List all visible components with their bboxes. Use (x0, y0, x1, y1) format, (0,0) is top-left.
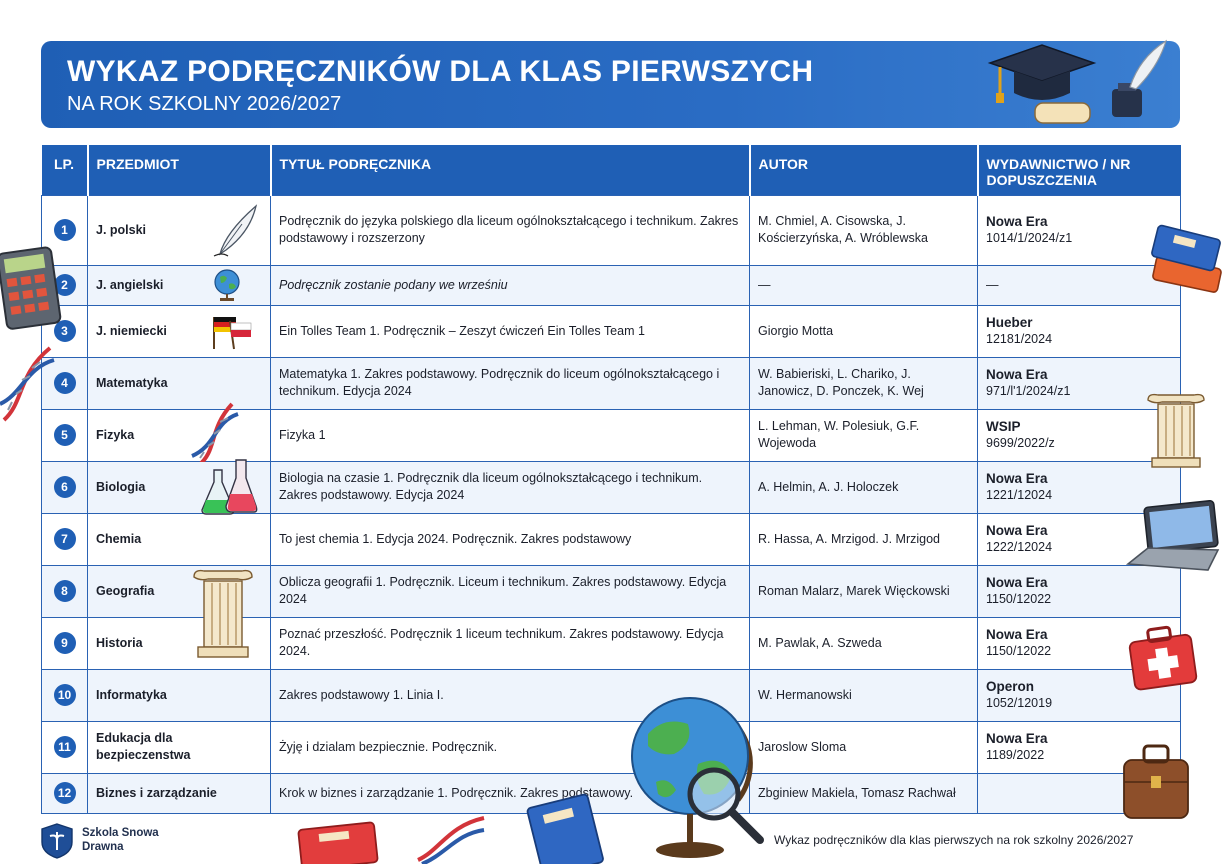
author-cell: L. Lehman, W. Polesiuk, G.F. Wojewoda (750, 409, 978, 461)
publisher-cell: Hueber 12181/2024 (978, 305, 1181, 357)
header-banner (41, 41, 1180, 128)
page-subtitle: NA ROK SZKOLNY 2026/2027 (67, 93, 342, 115)
row-number: 5 (54, 424, 76, 446)
flags-icon (208, 311, 254, 351)
subject-cell: J. niemiecki (88, 305, 271, 357)
publisher-cell: Nowa Era 1150/12022 (978, 617, 1181, 669)
publisher-cell: Nowa Era 971/l'1/2024/z1 (978, 357, 1181, 409)
title-cell: Fizyka 1 (271, 409, 750, 461)
author-cell: W. Hermanowski (750, 669, 978, 721)
subject-cell: Biologia (88, 461, 271, 513)
books-icon (1150, 222, 1222, 306)
table-row (42, 409, 1181, 461)
table-header-row (42, 145, 1181, 195)
publisher-cell: Nowa Era 1189/2022 (978, 721, 1181, 773)
title-cell: To jest chemia 1. Edycja 2024. Podręcznik. Zakres podstawowy (271, 513, 750, 565)
title-cell: Matematyka 1. Zakres podstawowy. Podręcznik do liceum ogólnokształcącego i technikum. Edycja 2024 (271, 357, 750, 409)
publisher-cell: Operon 1052/12019 (978, 669, 1181, 721)
table-row (42, 461, 1181, 513)
author-cell: R. Hassa, A. Mrzigod. J. Mrzigod (750, 513, 978, 565)
publisher-cell: Nowa Era 1150/12022 (978, 565, 1181, 617)
title-cell: Poznać przeszłość. Podręcznik 1 liceum technikum. Zakres podstawowy. Edycja 2024. (271, 617, 750, 669)
subject-cell: J. polski (88, 195, 271, 265)
title-cell: Ein Tolles Team 1. Podręcznik – Zeszyt ćwiczeń Ein Tolles Team 1 (271, 305, 750, 357)
author-cell: W. Babierіski, L. Chariko, J. Janowicz, D. Ponczek, K. Wej (750, 357, 978, 409)
col-lp: LP. (42, 145, 88, 195)
author-cell: Roman Malarz, Marek Więckowski (750, 565, 978, 617)
row-number: 4 (54, 372, 76, 394)
author-cell: — (750, 265, 978, 305)
subject-cell: Informatyka (88, 669, 271, 721)
table-row (42, 195, 1181, 265)
dna-icon (0, 344, 56, 424)
column-icon (1146, 390, 1206, 470)
subject-cell: Fizyka (88, 409, 271, 461)
publisher-cell: WSIP 9699/2022/z (978, 409, 1181, 461)
publisher-cell: — (978, 265, 1181, 305)
school-name: Szkola Snowa Drawna (82, 827, 159, 853)
first-aid-kit-icon (1128, 622, 1200, 694)
row-number: 7 (54, 528, 76, 550)
title-cell: Zakres podstawowy 1. Linia I. (271, 669, 750, 721)
author-cell: Zbginiew Makiela, Tomasz Rachwał (750, 773, 978, 813)
publisher-cell: Nowa Era 1222/12024 (978, 513, 1181, 565)
title-cell: Krok w biznes i zarządzanie 1. Podręcznik. Zakres podstawowy. (271, 773, 750, 813)
table-row (42, 669, 1181, 721)
title-cell: Żyję i dzialam bezpiecznie. Podręcznik. (271, 721, 750, 773)
table-row (42, 513, 1181, 565)
page-title: WYKAZ PODRĘCZNIKÓW DLA KLAS PIERWSZYCH (67, 55, 814, 88)
quill-icon (212, 202, 260, 258)
title-cell: Biologia na czasie 1. Podręcznik dla liceum ogólnokształcącego i technikum. Zakres podstawowy. Edycja 2024 (271, 461, 750, 513)
col-author: AUTOR (750, 145, 978, 195)
publisher-cell: Nowa Era 1014/1/2024/z1 (978, 195, 1181, 265)
title-cell: Oblicza geografii 1. Podręcznik. Liceum i technikum. Zakres podstawowy. Edycja 2024 (271, 565, 750, 617)
dna-icon (416, 814, 486, 864)
row-number: 10 (54, 684, 76, 706)
title-cell: Podręcznik do języka polskiego dla liceum ogólnokształcącego i technikum. Zakres podstawowy i rozszerzony (271, 195, 750, 265)
col-subject: PRZEDMIOT (88, 145, 271, 195)
briefcase-icon (1120, 742, 1192, 824)
col-publisher: WYDAWNICTWO / NR DOPUSZCZENIA (978, 145, 1181, 195)
subject-cell: Edukacja dla bezpieczenstwa (88, 721, 271, 773)
col-title: TYTUŁ PODRĘCZNIKA (271, 145, 750, 195)
blue-book-icon (526, 792, 612, 864)
table-row (42, 305, 1181, 357)
graduation-cap-icon (980, 37, 1170, 133)
row-number: 8 (54, 580, 76, 602)
red-book-icon (296, 820, 382, 864)
globe-icon (212, 268, 242, 302)
subject-cell: Geografia (88, 565, 271, 617)
author-cell: M. Chmiel, A. Cisowska, J. Kościerzyńska, A. Wróblewska (750, 195, 978, 265)
row-number: 12 (54, 782, 76, 804)
author-cell: Giorgio Motta (750, 305, 978, 357)
row-number: 6 (54, 476, 76, 498)
calculator-icon (0, 244, 62, 330)
textbook-table (41, 145, 1181, 814)
author-cell: M. Pawlak, A. Szweda (750, 617, 978, 669)
publisher-cell: Nowa Era 1221/12024 (978, 461, 1181, 513)
table-row (42, 721, 1181, 773)
flasks-icon (200, 456, 260, 518)
table-row (42, 565, 1181, 617)
table-row (42, 617, 1181, 669)
author-cell: Jaroslow Sloma (750, 721, 978, 773)
subject-cell: Matematyka (88, 357, 271, 409)
author-cell: A. Helmin, A. J. Holoczek (750, 461, 978, 513)
subject-cell: Historia (88, 617, 271, 669)
subject-cell: Biznes i zarządzanie (88, 773, 271, 813)
row-number: 11 (54, 736, 76, 758)
subject-cell: J. angielski (88, 265, 271, 305)
table-row (42, 265, 1181, 305)
laptop-icon (1124, 500, 1222, 576)
footer-caption: Wykaz podręczników dla klas pierwszych na rok szkolny 2026/2027 (774, 833, 1134, 847)
title-cell: Podręcznik zostanie podany we wrześniu (271, 265, 750, 305)
row-number: 3 (54, 320, 76, 342)
school-logo-icon (40, 822, 74, 860)
row-number: 9 (54, 632, 76, 654)
subject-cell: Chemia (88, 513, 271, 565)
row-number: 1 (54, 219, 76, 241)
globe-magnifier-icon (628, 694, 768, 864)
row-number: 2 (54, 274, 76, 296)
